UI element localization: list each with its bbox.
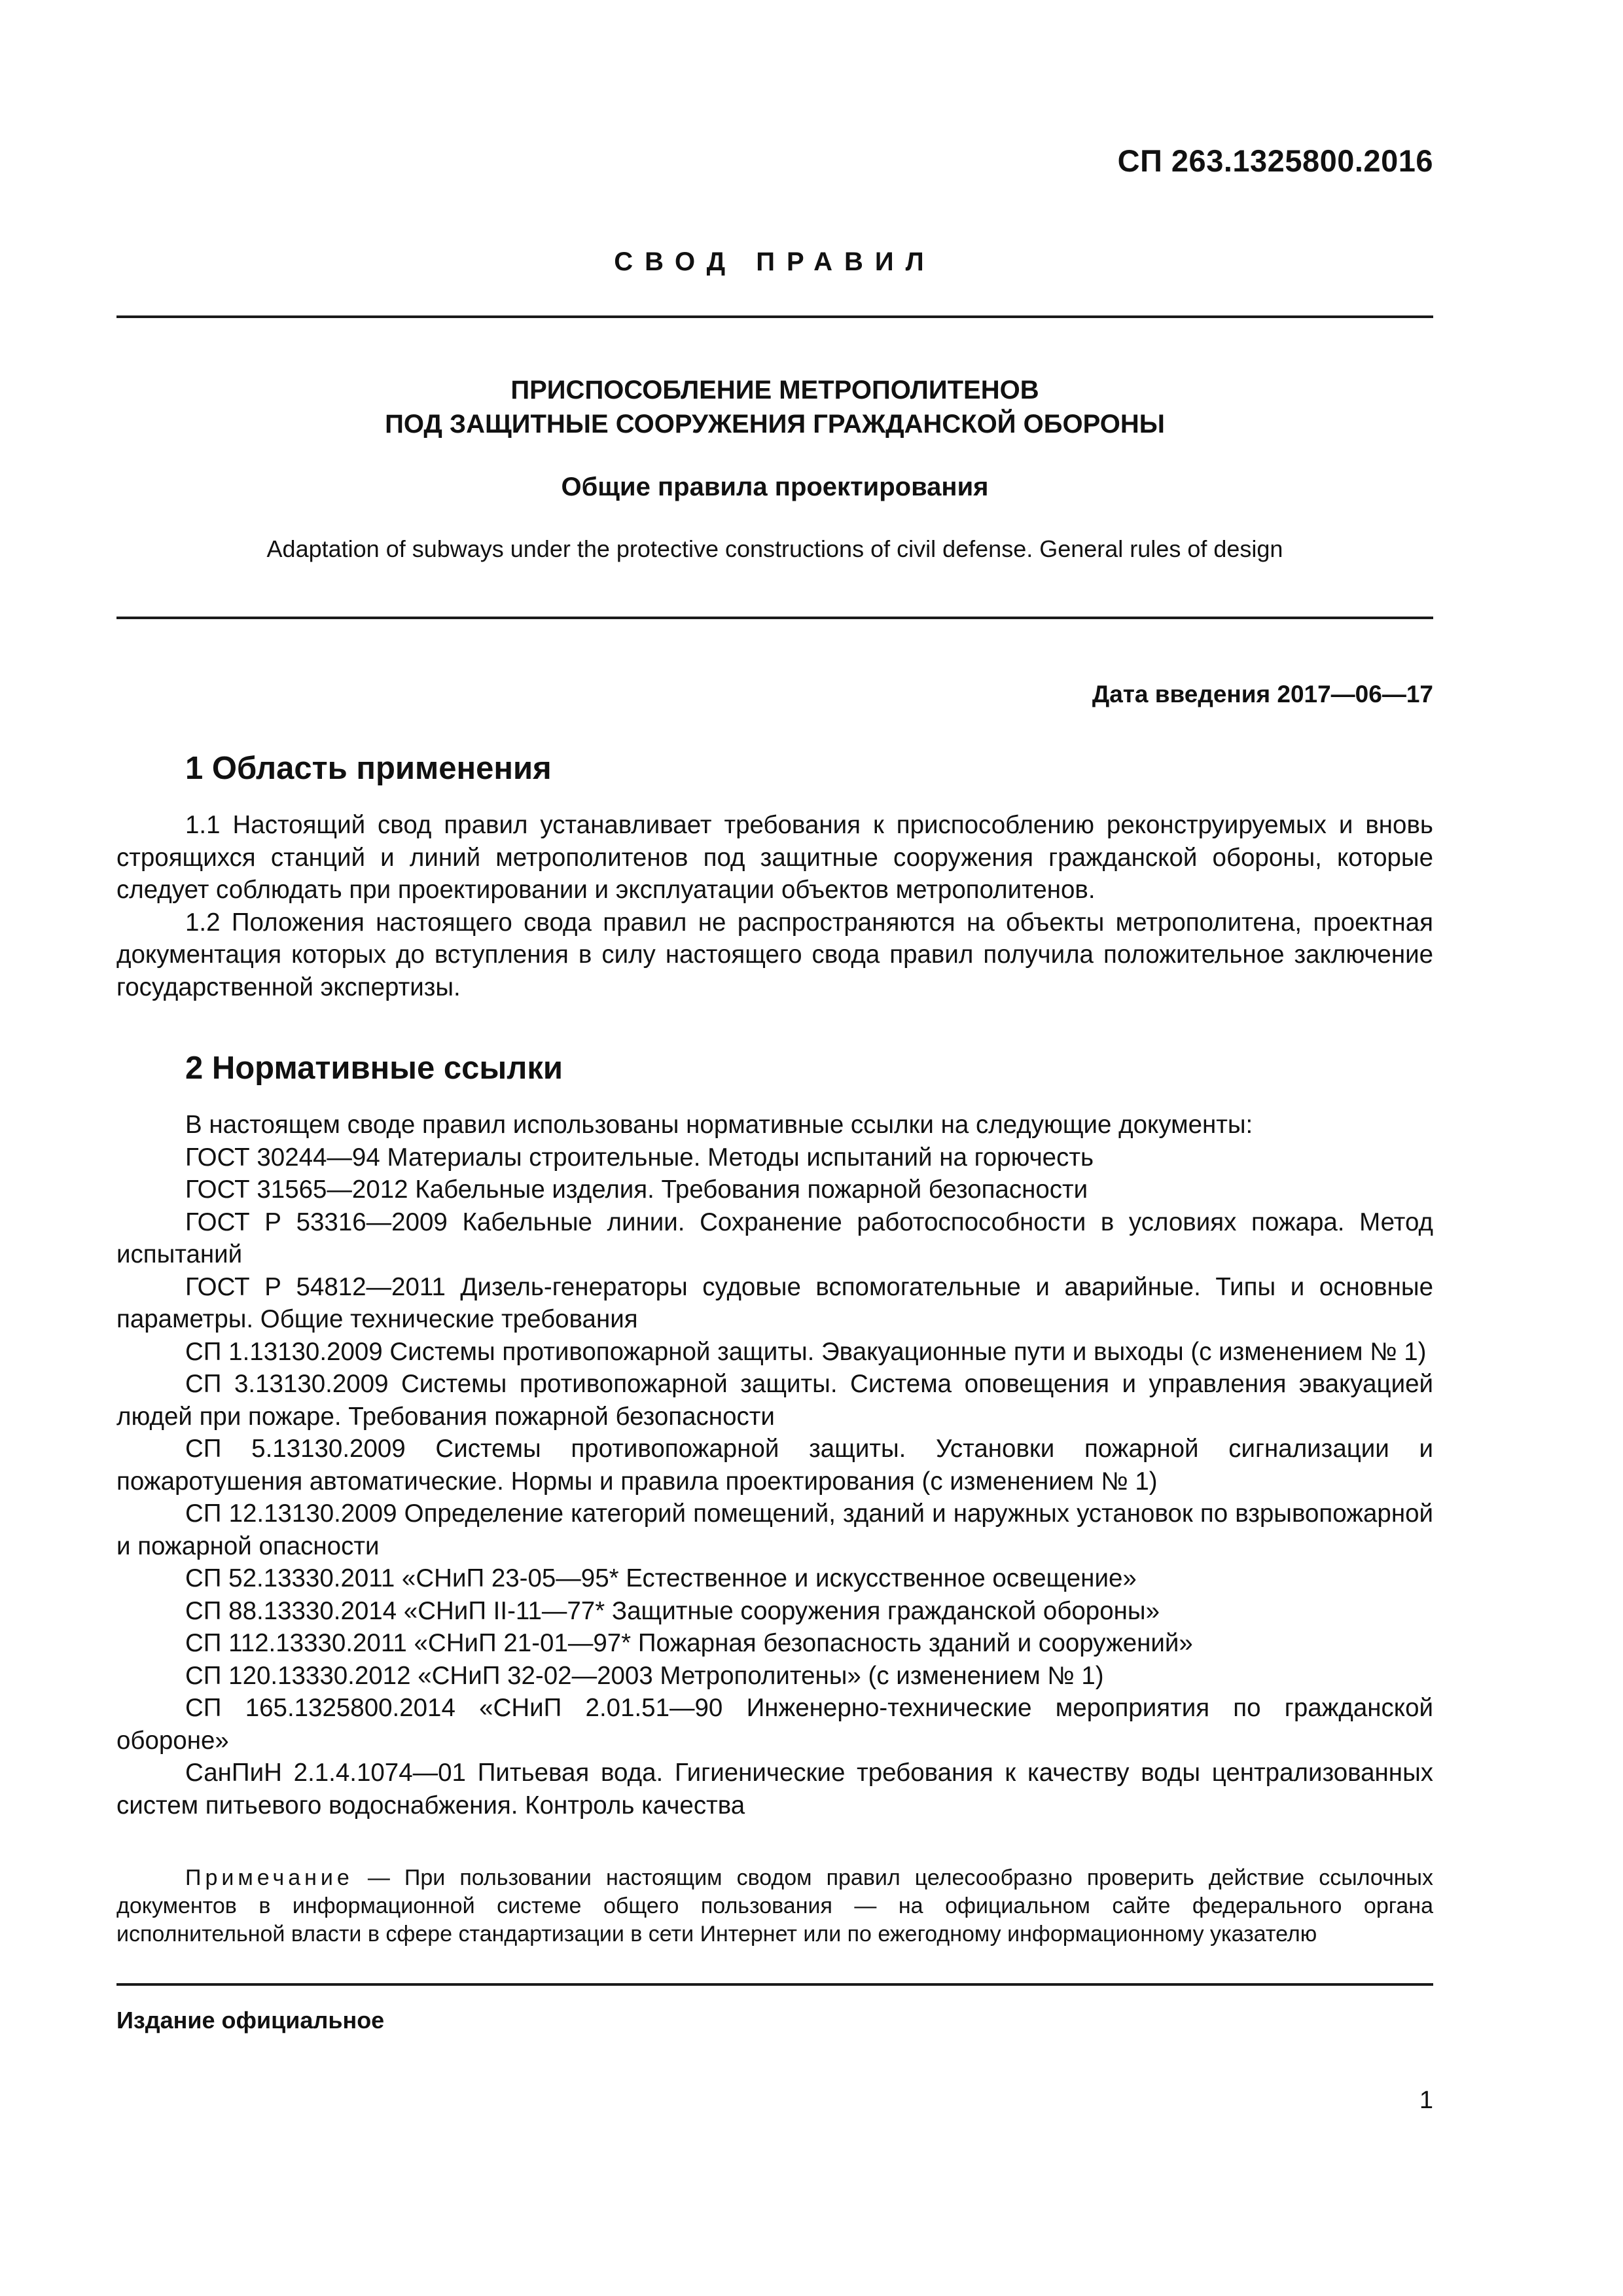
top-divider [116,315,1433,318]
reference-item: СанПиН 2.1.4.1074—01 Питьевая вода. Гигиенические требования к качеству воды централизованных систем питьевого водоснабжения. Контроль качества [116,1759,1433,1820]
reference-item: ГОСТ 30244—94 Материалы строительные. Методы испытаний на горючесть [185,1143,1094,1172]
title-line-1: ПРИСПОСОБЛЕНИЕ МЕТРОПОЛИТЕНОВ [510,376,1039,404]
paragraph: 1.1 Настоящий свод правил устанавливает требования к приспособлению реконструируемых и вновь строящихся станций и линий метрополитенов под защитные сооружения гражданской обороны, которые следует соблюдать при проектировании и эксплуатации объектов метрополитенов. [116,811,1433,904]
paragraph: 1.2 Положения настоящего свода правил не распространяются на объекты метрополитена, проектная документация которых до вступления в силу настоящего свода правил получила положительное заключение государственной экспертизы. [116,908,1433,1001]
reference-item: СП 120.13330.2012 «СНиП 32-02—2003 Метрополитены» (с изменением № 1) [185,1661,1104,1690]
reference-item: ГОСТ Р 54812—2011 Дизель-генераторы судовые вспомогательные и аварийные. Типы и основные параметры. Общие технические требования [116,1272,1433,1333]
title-line-2: ПОД ЗАЩИТНЫЕ СООРУЖЕНИЯ ГРАЖДАНСКОЙ ОБОРОНЫ [385,410,1165,439]
edition-label: Издание официальное [116,2007,385,2034]
title-divider [116,617,1433,619]
document-subtitle: Общие правила проектирования [561,473,989,501]
paragraph: В настоящем своде правил использованы нормативные ссылки на следующие документы: [185,1111,1253,1139]
document-type: СВОД ПРАВИЛ [614,247,936,276]
section-2-body [116,1109,1433,1821]
section-1-body [116,809,1433,1003]
introduction-date: Дата введения 2017—06—17 [1092,681,1433,708]
reference-item: СП 88.13330.2014 «СНиП II-11—77* Защитные сооружения гражданской обороны» [185,1596,1160,1625]
reference-item: СП 165.1325800.2014 «СНиП 2.01.51—90 Инженерно-технические мероприятия по гражданской обороне» [116,1694,1433,1755]
reference-item: СП 12.13130.2009 Определение категорий помещений, зданий и наружных установок по взрывопожарной и пожарной опасности [116,1499,1433,1560]
document-title [116,373,1433,441]
reference-item: СП 3.13130.2009 Системы противопожарной защиты. Система оповещения и управления эвакуацией людей при пожаре. Требования пожарной безопасности [116,1370,1433,1431]
document-code: СП 263.1325800.2016 [1117,143,1433,178]
section-1-heading: 1 Область применения [185,751,552,786]
reference-item: СП 1.13130.2009 Системы противопожарной защиты. Эвакуационные пути и выходы (с изменением № 1) [185,1337,1427,1366]
reference-item: СП 52.13330.2011 «СНиП 23-05—95* Естественное и искусственное освещение» [185,1564,1137,1592]
reference-item: СП 5.13130.2009 Системы противопожарной защиты. Установки пожарной сигнализации и пожаротушения автоматические. Нормы и правила проектирования (с изменением № 1) [116,1435,1433,1496]
note-paragraph [116,1864,1433,1948]
english-title: Adaptation of subways under the protective constructions of civil defense. General rules of design [266,535,1283,562]
reference-item: ГОСТ 31565—2012 Кабельные изделия. Требования пожарной безопасности [185,1175,1088,1204]
page-number: 1 [1419,2087,1433,2114]
note-block [116,1864,1433,1948]
note-text: — При пользовании настоящим сводом правил целесообразно проверить действие ссылочных документов в информационной системе общего пользования — на официальном сайте федерального органа исполнительной власти в сфере стандартизации в сети Интернет или по ежегодному информационному указателю [116,1865,1433,1946]
footer-divider [116,1983,1433,1986]
note-label: Примечание [185,1865,353,1890]
section-2-heading: 2 Нормативные ссылки [185,1050,563,1086]
reference-item: ГОСТ Р 53316—2009 Кабельные линии. Сохранение работоспособности в условиях пожара. Метод испытаний [116,1208,1433,1268]
reference-item: СП 112.13330.2011 «СНиП 21-01—97* Пожарная безопасность зданий и сооружений» [185,1629,1193,1657]
